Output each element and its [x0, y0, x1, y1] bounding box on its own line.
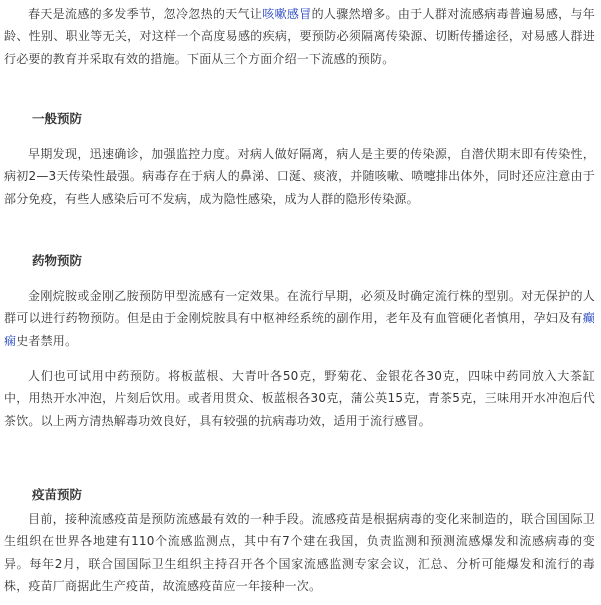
- intro-text-1: 春天是流感的多发季节，忽冷忽热的天气让: [28, 7, 263, 21]
- intro-text-2: 的人骤然增多。由于人群对流感病毒普遍易感，与年龄、性别、职业等无关，对这样一个高度易感的疾病，要预防必须隔离传染源、切断传播途径，对易感人群进行必要的教育并采取有效的措施。下面从三个方面介绍一下流感的预防。: [4, 7, 595, 66]
- section-heading-vaccine: 疫苗预防: [32, 487, 83, 502]
- medication-text-1: 金刚烷胺或金刚乙胺预防甲型流感有一定效果。在流行早期，必须及时确定流行株的型别。对无保护的人群可以进行药物预防。但是由于金刚烷胺具有中枢神经系统的副作用，老年及有血管硬化者慎用，孕妇及有: [4, 289, 595, 326]
- section-heading-medication: 药物预防: [32, 253, 83, 268]
- medication-paragraph-2: 人们也可试用中药预防。将板蓝根、大青叶各50克，野菊花、金银花各30克，四味中药同放入大茶缸中，用热开水冲泡，片刻后饮用。或者用贯众、板蓝根各30克，蒲公英15克，青茶5克，三味用开水冲泡后代茶饮。以上两方清热解毒功效良好，具有较强的抗病毒功效，适用于流行感冒。: [4, 369, 595, 428]
- medication-text-2: 史者禁用。: [16, 333, 78, 348]
- section-heading-general: 一般预防: [32, 111, 83, 126]
- general-prevention-paragraph: 早期发现，迅速确诊，加强监控力度。对病人做好隔离，病人是主要的传染源，自潜伏期末即有传染性， 病初2—3天传染性最强。病毒存在于病人的鼻涕、口涎、痰液，并随咳嗽、喷嚏排出体外，同时还应注意由于部分免疫，有些人感染后可不发病，成为隐性感染，成为人群的隐形传染源。: [4, 147, 595, 206]
- epilepsy-link[interactable]: 癫痫: [4, 311, 595, 348]
- intro-paragraph: [4, 3, 595, 70]
- medication-paragraph-1: [4, 285, 595, 352]
- vaccine-paragraph: 目前，接种流感疫苗是预防流感最有效的一种手段。流感疫苗是根据病毒的变化来制造的，联合国国际卫生组织在世界各地建有110个流感监测点，其中有7个建在我国，负责监测和预测流感爆发和流感病毒的变异。每年2月，联合国国际卫生组织主持召开各个国家流感监测专家会议，汇总、分析可能爆发和流行的毒株，疫苗厂商据此生产疫苗，故流感疫苗应一年接种一次。: [4, 512, 595, 594]
- cough-cold-link[interactable]: 咳嗽感冒: [262, 7, 312, 21]
